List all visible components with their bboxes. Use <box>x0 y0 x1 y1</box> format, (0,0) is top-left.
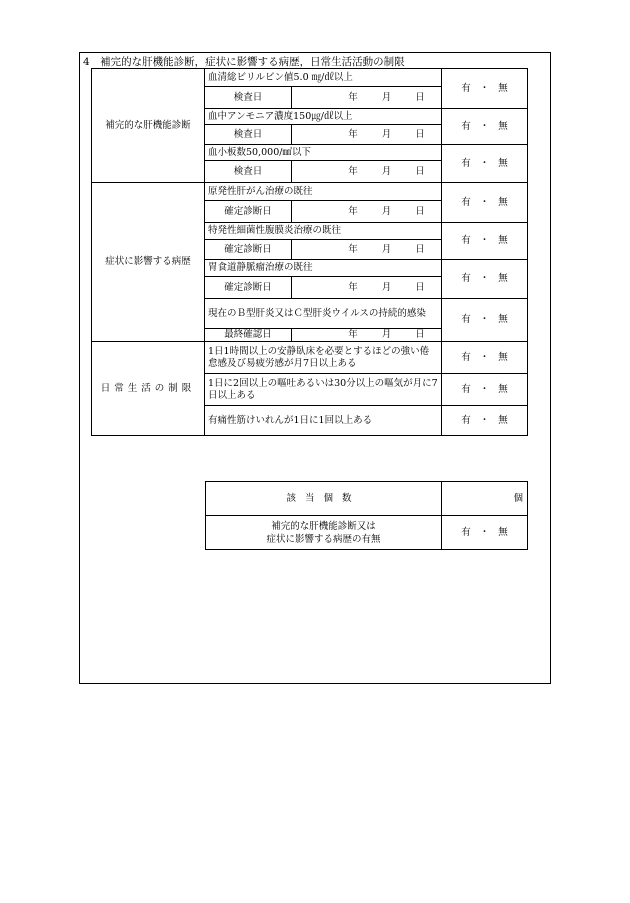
date-label: 確定診断日 <box>205 277 292 299</box>
date-field[interactable]: 年 月 日 <box>292 87 442 109</box>
summary-question: 補完的な肝機能診断又は 症状に影響する病歴の有無 <box>206 516 442 550</box>
criterion-text: 血清総ビリルビン値5.0 ㎎/㎗以上 <box>205 69 442 87</box>
yes-no-choice[interactable]: 有 ・ 無 <box>442 374 528 406</box>
date-field[interactable]: 年 月 日 <box>292 201 442 223</box>
category-label: 症状に影響する病歴 <box>92 183 205 342</box>
date-label: 確定診断日 <box>205 240 292 260</box>
summary-table <box>205 481 528 550</box>
date-label: 確定診断日 <box>205 201 292 223</box>
yes-no-choice[interactable]: 有 ・ 無 <box>442 69 528 109</box>
yes-no-choice[interactable]: 有 ・ 無 <box>442 260 528 299</box>
category-label: 補完的な肝機能診断 <box>92 69 205 183</box>
assessment-table <box>91 68 528 436</box>
criterion-text: 胃食道静脈瘤治療の既往 <box>205 260 442 277</box>
yes-no-choice[interactable]: 有 ・ 無 <box>442 145 528 183</box>
table-row <box>92 342 528 374</box>
criterion-text: 1日に2回以上の嘔吐あるいは30分以上の嘔気が月に7日以上ある <box>205 374 442 406</box>
date-field[interactable]: 年 月 日 <box>292 240 442 260</box>
count-unit: 個 <box>513 493 523 504</box>
table-row <box>92 69 528 87</box>
summary-count-row <box>206 482 528 516</box>
date-field[interactable]: 年 月 日 <box>292 329 442 342</box>
date-label: 検査日 <box>205 125 292 145</box>
yes-no-choice[interactable]: 有 ・ 無 <box>442 109 528 145</box>
criterion-text: 血中アンモニア濃度150㎍/㎗以上 <box>205 109 442 125</box>
date-label: 最終確認日 <box>205 329 292 342</box>
date-field[interactable]: 年 月 日 <box>292 277 442 299</box>
date-label: 検査日 <box>205 161 292 183</box>
date-label: 検査日 <box>205 87 292 109</box>
yes-no-choice[interactable]: 有 ・ 無 <box>442 406 528 436</box>
category-label: 日常生活の制限 <box>92 342 205 436</box>
yes-no-choice[interactable]: 有 ・ 無 <box>442 183 528 223</box>
count-field[interactable] <box>442 482 528 516</box>
table-row <box>92 183 528 201</box>
yes-no-choice[interactable]: 有 ・ 無 <box>442 299 528 342</box>
criterion-text: 血小板数50,000/㎣以下 <box>205 145 442 161</box>
count-label: 該当個数 <box>206 482 442 516</box>
summary-question-row <box>206 516 528 550</box>
date-field[interactable]: 年 月 日 <box>292 161 442 183</box>
yes-no-choice[interactable]: 有 ・ 無 <box>442 516 528 550</box>
criterion-text: 有痛性筋けいれんが1日に1回以上ある <box>205 406 442 436</box>
date-field[interactable]: 年 月 日 <box>292 125 442 145</box>
criterion-text: 特発性細菌性腹膜炎治療の既往 <box>205 223 442 240</box>
yes-no-choice[interactable]: 有 ・ 無 <box>442 223 528 260</box>
criterion-text: 1日1時間以上の安静臥床を必要とするほどの強い倦怠感及び易疲労感が月7日以上ある <box>205 342 442 374</box>
yes-no-choice[interactable]: 有 ・ 無 <box>442 342 528 374</box>
criterion-text: 現在のＢ型肝炎又はＣ型肝炎ウイルスの持続的感染 <box>205 299 442 329</box>
section-heading: 4 補完的な肝機能診断，症状に影響する病歴，日常生活活動の制限 <box>83 56 405 68</box>
criterion-text: 原発性肝がん治療の既往 <box>205 183 442 201</box>
